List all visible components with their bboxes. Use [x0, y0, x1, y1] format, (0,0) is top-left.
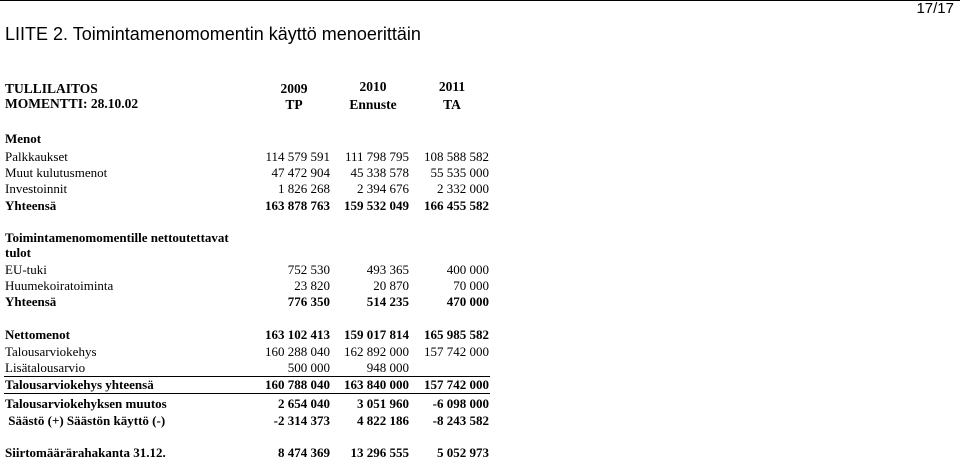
cell-2009: 114 579 591 [265, 149, 330, 164]
moment-label: MOMENTTI: 28.10.02 [5, 96, 139, 111]
col-2011-sub: TA [443, 97, 461, 112]
col-2009-year: 2009 [280, 81, 308, 96]
page-title: LIITE 2. Toimintamenomomentin käyttö menoerittäin [5, 24, 421, 44]
talousarviokehys-2010: 162 892 000 [344, 344, 409, 359]
org-name: TULLILAITOS [5, 81, 98, 96]
col-2009-sub: TP [285, 97, 303, 112]
nettomenot-label: Nettomenot [5, 327, 70, 342]
kehyksen-muutos-label: Talousarviokehyksen muutos [5, 396, 167, 411]
kehys-yhteensa-2011: 157 742 000 [424, 377, 489, 392]
menot-heading: Menot [5, 131, 42, 146]
kehyksen-muutos-2011: -6 098 000 [432, 396, 489, 411]
menot-total-label: Yhteensä [5, 198, 57, 213]
col-2010-year: 2010 [359, 79, 387, 94]
saasto-2010: 4 822 186 [357, 413, 409, 428]
kehyksen-muutos-2010: 3 051 960 [357, 396, 409, 411]
siirtomaararahakanta-2009: 8 474 369 [278, 445, 330, 460]
tulot-total-2009: 776 350 [287, 294, 330, 309]
lisatalousarvio-label: Lisätalousarvio [5, 360, 86, 375]
tulot-heading-line2: tulot [5, 245, 31, 260]
row-label: Huumekoiratoiminta [5, 278, 114, 293]
tulot-total-label: Yhteensä [5, 294, 57, 309]
cell-2010: 111 798 795 [344, 149, 409, 164]
talousarviokehys-2011: 157 742 000 [424, 344, 489, 359]
cell-2010: 20 870 [373, 278, 409, 293]
saasto-label: Säästö (+) Säästön käyttö (-) [5, 413, 166, 428]
saasto-2009: -2 314 373 [273, 413, 330, 428]
nettomenot-2010: 159 017 814 [344, 327, 409, 342]
siirtomaararahakanta-2010: 13 296 555 [350, 445, 409, 460]
tulot-heading-line1: Toimintamenomomentille nettoutettavat [5, 230, 229, 245]
saasto-2011: -8 243 582 [432, 413, 489, 428]
lisatalousarvio-2010: 948 000 [366, 360, 409, 375]
tulot-total-2010: 514 235 [366, 294, 409, 309]
cell-2009: 752 530 [287, 262, 330, 277]
page-header-rule [0, 0, 960, 1]
kehys-yhteensa-2009: 160 788 040 [265, 377, 330, 392]
menot-total-2011: 166 455 582 [424, 198, 489, 213]
cell-2011: 400 000 [446, 262, 489, 277]
cell-2009: 1 826 268 [278, 181, 330, 196]
cell-2010: 2 394 676 [357, 181, 409, 196]
kehyksen-muutos-2009: 2 654 040 [278, 396, 330, 411]
siirtomaararahakanta-label: Siirtomäärärahakanta 31.12. [5, 445, 166, 460]
menot-total-2009: 163 878 763 [265, 198, 330, 213]
subtotal-rule-bottom [4, 393, 490, 394]
talousarviokehys-label: Talousarviokehys [5, 344, 97, 359]
menot-total-2010: 159 532 049 [344, 198, 409, 213]
nettomenot-2011: 165 985 582 [424, 327, 489, 342]
cell-2011: 108 588 582 [424, 149, 489, 164]
siirtomaararahakanta-2011: 5 052 973 [437, 445, 489, 460]
row-label: Muut kulutusmenot [5, 165, 108, 180]
cell-2011: 55 535 000 [430, 165, 489, 180]
cell-2009: 23 820 [294, 278, 330, 293]
nettomenot-2009: 163 102 413 [265, 327, 330, 342]
cell-2011: 2 332 000 [437, 181, 489, 196]
row-label: Investoinnit [5, 181, 68, 196]
col-2011-year: 2011 [438, 79, 466, 94]
cell-2010: 45 338 578 [350, 165, 409, 180]
talousarviokehys-2009: 160 288 040 [265, 344, 330, 359]
col-2010-sub: Ennuste [349, 97, 397, 112]
row-label: EU-tuki [5, 262, 47, 277]
tulot-total-2011: 470 000 [446, 294, 489, 309]
kehys-yhteensa-2010: 163 840 000 [344, 377, 409, 392]
page-number: 17/17 [916, 0, 954, 17]
kehys-yhteensa-label: Talousarviokehys yhteensä [5, 377, 154, 392]
lisatalousarvio-2009: 500 000 [287, 360, 330, 375]
cell-2011: 70 000 [453, 278, 489, 293]
row-label: Palkkaukset [5, 149, 68, 164]
cell-2009: 47 472 904 [271, 165, 330, 180]
cell-2010: 493 365 [366, 262, 409, 277]
